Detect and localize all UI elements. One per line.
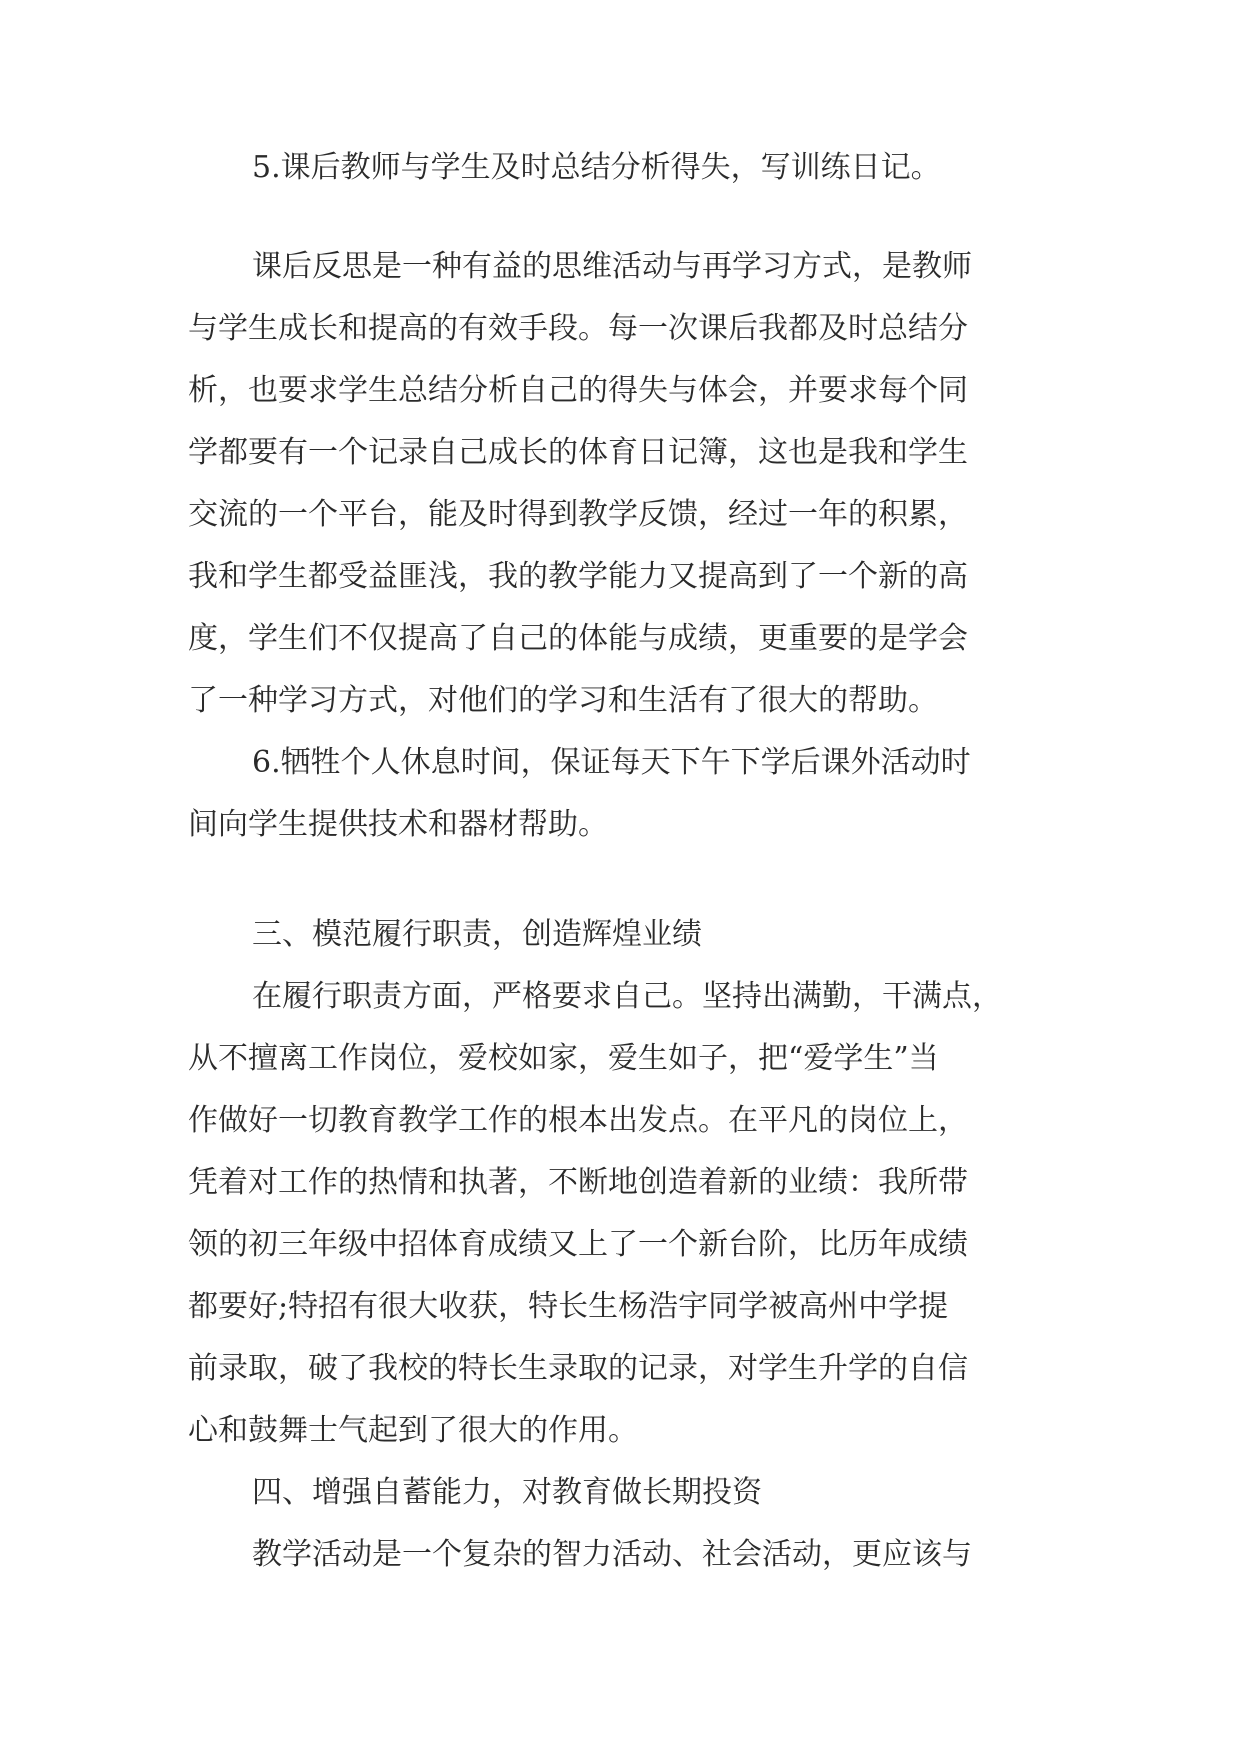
- paragraph-line: 领的初三年级中招体育成绩又上了一个新台阶，比历年成绩: [188, 1227, 968, 1262]
- paragraph-line: 学都要有一个记录自己成长的体育日记簿，这也是我和学生: [188, 435, 968, 470]
- paragraph-line: 前录取，破了我校的特长生录取的记录，对学生升学的自信: [188, 1351, 968, 1386]
- paragraph-line: 析，也要求学生总结分析自己的得失与体会，并要求每个同: [188, 373, 968, 408]
- paragraph-line: 心和鼓舞士气起到了很大的作用。: [188, 1413, 638, 1448]
- paragraph-line: 度，学生们不仅提高了自己的体能与成绩，更重要的是学会: [188, 621, 968, 656]
- paragraph-line: 作做好一切教育教学工作的根本出发点。在平凡的岗位上，: [188, 1103, 968, 1138]
- paragraph-line: 交流的一个平台，能及时得到教学反馈，经过一年的积累，: [188, 497, 968, 532]
- paragraph-line: 5.课后教师与学生及时总结分析得失，写训练日记。: [252, 150, 941, 185]
- paragraph-line: 在履行职责方面，严格要求自己。坚持出满勤，干满点，: [252, 979, 1002, 1014]
- paragraph-line: 间向学生提供技术和器材帮助。: [188, 807, 608, 842]
- paragraph-line: 凭着对工作的热情和执著，不断地创造着新的业绩：我所带: [188, 1165, 968, 1200]
- paragraph-line: 6.牺牲个人休息时间，保证每天下午下学后课外活动时: [252, 745, 971, 780]
- paragraph-line: 教学活动是一个复杂的智力活动、社会活动，更应该与: [252, 1537, 972, 1572]
- paragraph-line: 与学生成长和提高的有效手段。每一次课后我都及时总结分: [188, 311, 968, 346]
- paragraph-line: 从不擅离工作岗位，爱校如家，爱生如子，把“爱学生”当: [188, 1041, 939, 1076]
- section-heading: 三、模范履行职责，创造辉煌业绩: [252, 917, 702, 952]
- section-heading: 四、增强自蓄能力，对教育做长期投资: [252, 1475, 762, 1510]
- paragraph-line: 课后反思是一种有益的思维活动与再学习方式，是教师: [252, 249, 972, 284]
- paragraph-line: 了一种学习方式，对他们的学习和生活有了很大的帮助。: [188, 683, 938, 718]
- paragraph-line: 我和学生都受益匪浅，我的教学能力又提高到了一个新的高: [188, 559, 968, 594]
- paragraph-line: 都要好;特招有很大收获，特长生杨浩宇同学被高州中学提: [188, 1289, 949, 1324]
